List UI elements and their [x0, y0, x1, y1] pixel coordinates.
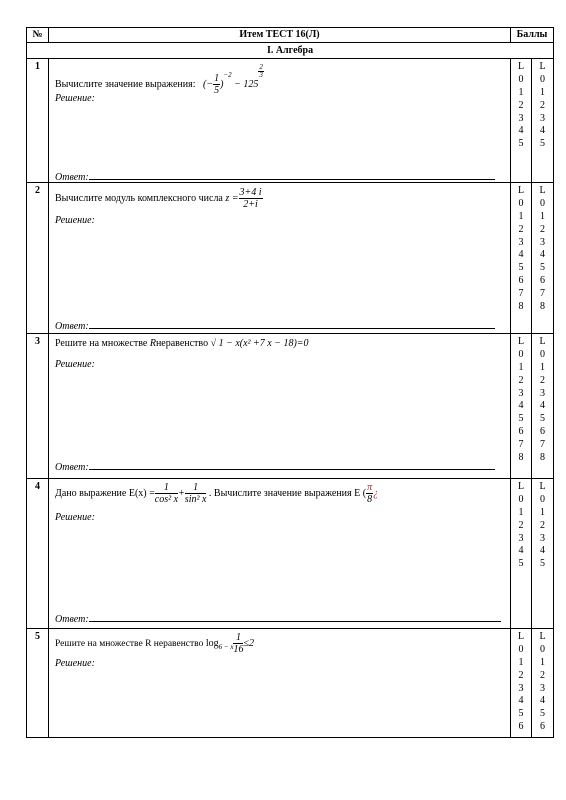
- question-text: [55, 187, 504, 210]
- score-option: 7: [540, 439, 545, 451]
- item-row-2: [27, 183, 554, 334]
- score-option: 5: [540, 558, 545, 570]
- item-number: 5: [27, 629, 49, 738]
- score-option: 6: [540, 426, 545, 438]
- score-option: 5: [540, 262, 545, 274]
- score-option: L: [539, 481, 546, 492]
- score-option: L: [539, 61, 546, 72]
- score-option: 4: [540, 125, 545, 137]
- solution-label: Решение:: [55, 215, 95, 226]
- score-option: 1: [540, 656, 545, 668]
- score-option: 1: [518, 361, 524, 373]
- score-option: 7: [540, 288, 545, 300]
- question-label: Дано выражение E(x) =: [55, 487, 155, 499]
- score-option: 0: [540, 493, 545, 505]
- section-row: [27, 43, 554, 59]
- score-option: 0: [540, 197, 545, 209]
- score-option: 0: [540, 73, 545, 85]
- score-option: 6: [518, 721, 524, 733]
- score-option: 3: [518, 112, 524, 124]
- score-column-b: [532, 183, 554, 334]
- score-option: 0: [540, 348, 545, 360]
- score-option: 3: [540, 387, 545, 399]
- score-option: L: [539, 185, 546, 196]
- item-row-5: [27, 629, 554, 738]
- score-option: 0: [518, 73, 524, 85]
- score-option: 3: [540, 112, 545, 124]
- score-column-b: [532, 334, 554, 479]
- score-option: 4: [518, 545, 524, 557]
- score-column-a: [511, 629, 532, 738]
- score-option: 5: [540, 138, 545, 150]
- header-row: [27, 28, 554, 43]
- score-option: 1: [518, 506, 524, 518]
- header-points: Баллы: [511, 28, 554, 43]
- score-option: 0: [518, 197, 524, 209]
- item-row-4: [27, 479, 554, 629]
- score-column-b: [532, 59, 554, 183]
- score-option: 5: [518, 558, 524, 570]
- item-row-1: [27, 59, 554, 183]
- score-option: 3: [540, 236, 545, 248]
- question-text: [55, 632, 504, 655]
- item-number: 1: [27, 59, 49, 183]
- item-row-3: [27, 334, 554, 479]
- score-option: 0: [540, 643, 545, 655]
- question-label: Вычислите значение выражения:: [55, 79, 196, 90]
- score-column-b: [532, 479, 554, 629]
- question-formula: √ 1 − x(x² +7 x − 18)=0: [210, 338, 309, 349]
- score-option: 0: [518, 643, 524, 655]
- score-option: L: [517, 185, 525, 196]
- score-option: 1: [518, 656, 524, 668]
- score-option: 4: [540, 545, 545, 557]
- score-option: 8: [518, 452, 524, 464]
- question-formula: z = $\frac{3+4 i}{2+i}$: [225, 187, 262, 210]
- score-option: 2: [540, 99, 545, 111]
- score-option: L: [517, 336, 525, 347]
- score-column-a: [511, 334, 532, 479]
- score-option: 5: [518, 262, 524, 274]
- score-option: 2: [540, 223, 545, 235]
- score-option: 2: [518, 374, 524, 386]
- item-content: [49, 334, 511, 479]
- score-column-a: [511, 183, 532, 334]
- score-option: 8: [540, 452, 545, 464]
- score-option: 4: [518, 249, 524, 261]
- score-option: 2: [540, 374, 545, 386]
- score-option: 2: [518, 519, 524, 531]
- score-option: 2: [518, 669, 524, 681]
- answer-field[interactable]: Ответ:: [55, 319, 495, 332]
- score-option: L: [517, 481, 525, 492]
- score-option: 1: [518, 210, 524, 222]
- solution-label: Решение:: [55, 512, 95, 523]
- score-option: 4: [518, 125, 524, 137]
- question-label: Решите на множестве R неравенство: [55, 638, 204, 649]
- score-option: 0: [518, 348, 524, 360]
- answer-field[interactable]: Ответ:: [55, 612, 501, 625]
- question-text: Решите на множестве Rнеравенство √ 1 − x(x² +7 x − 18)=0: [55, 338, 309, 349]
- item-number: 2: [27, 183, 49, 334]
- score-option: L: [517, 631, 525, 642]
- item-number: 3: [27, 334, 49, 479]
- score-option: L: [539, 336, 546, 347]
- solution-label: Решение:: [55, 93, 95, 104]
- score-option: 2: [518, 99, 524, 111]
- item-content: [49, 183, 511, 334]
- score-option: 5: [540, 413, 545, 425]
- item-content: [49, 59, 511, 183]
- score-option: 4: [540, 695, 545, 707]
- score-option: 3: [518, 236, 524, 248]
- header-title: Итем ТЕСТ 16(Л): [49, 28, 511, 43]
- solution-label: Решение:: [55, 658, 95, 669]
- score-option: 6: [540, 275, 545, 287]
- score-option: 5: [518, 138, 524, 150]
- score-option: 4: [518, 400, 524, 412]
- score-option: 1: [540, 506, 545, 518]
- score-option: 6: [518, 426, 524, 438]
- question-formula: $\log_{6 - x}$ $\frac{1}{16}$ ≤2: [205, 632, 254, 655]
- score-option: 7: [518, 439, 524, 451]
- score-option: 5: [518, 413, 524, 425]
- score-option: L: [517, 61, 525, 72]
- question-label: Вычислите модуль комплексного числа: [55, 192, 223, 204]
- score-option: 4: [540, 400, 545, 412]
- score-option: 0: [518, 493, 524, 505]
- question-text: Дано выражение E(x) = $\frac{1}{\text{cos² x}}$ + $\frac{1}{\text{sin² x}}$ . Вычислите значение выражения E ( $\frac{\pi}{8}$ ¿: [55, 482, 379, 505]
- score-option: 7: [518, 288, 524, 300]
- answer-field[interactable]: Ответ:: [55, 460, 495, 473]
- score-option: 1: [540, 86, 545, 98]
- score-option: 8: [540, 301, 545, 313]
- item-content: [49, 479, 511, 629]
- question-formula: (− $\frac{1}{5}$ )$^{-2}$ − 125 $\frac{2}{3}$: [202, 63, 263, 97]
- score-option: 3: [518, 682, 524, 694]
- section-title: I. Алгебра: [27, 43, 554, 59]
- score-column-a: [511, 59, 532, 183]
- score-option: 4: [540, 249, 545, 261]
- score-column-b: [532, 629, 554, 738]
- answer-field[interactable]: Ответ:: [55, 170, 495, 183]
- item-content: [49, 629, 511, 738]
- score-option: 3: [540, 682, 545, 694]
- question-label: Решите на множестве: [55, 338, 148, 349]
- score-option: 3: [518, 532, 524, 544]
- score-option: 3: [518, 387, 524, 399]
- score-option: 2: [518, 223, 524, 235]
- solution-label: Решение:: [55, 359, 95, 370]
- test-table: [26, 27, 554, 738]
- score-option: 4: [518, 695, 524, 707]
- score-option: 1: [540, 210, 545, 222]
- item-number: 4: [27, 479, 49, 629]
- score-column-a: [511, 479, 532, 629]
- score-option: 2: [540, 669, 545, 681]
- score-option: 2: [540, 519, 545, 531]
- score-option: 8: [518, 301, 524, 313]
- question-text: [55, 64, 504, 96]
- header-num: №: [27, 28, 49, 43]
- score-option: 6: [540, 721, 545, 733]
- score-option: L: [539, 631, 546, 642]
- score-option: 3: [540, 532, 545, 544]
- score-option: 1: [540, 361, 545, 373]
- score-option: 6: [518, 275, 524, 287]
- question-formula: $\frac{1}{\text{cos² x}}$ + $\frac{1}{\text{sin² x}}$: [154, 482, 207, 505]
- score-option: 5: [518, 708, 524, 720]
- score-option: 1: [518, 86, 524, 98]
- score-option: 5: [540, 708, 545, 720]
